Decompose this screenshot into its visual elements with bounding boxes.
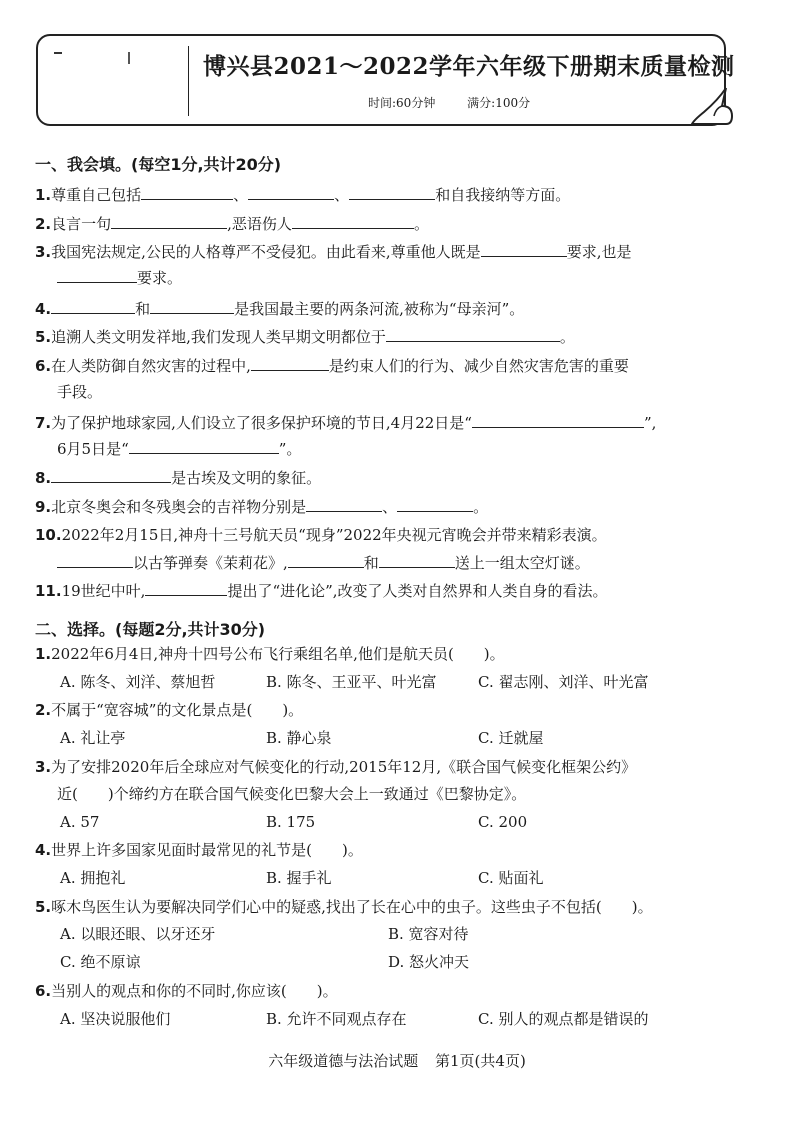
option-c[interactable]: C. 绝不原谅 bbox=[60, 953, 141, 971]
answer-blank[interactable] bbox=[472, 412, 644, 428]
section-heading: 一、我会填。(每空1分,共计20分) bbox=[35, 155, 282, 174]
section-heading: 二、选择。(每题2分,共计30分) bbox=[35, 620, 266, 639]
answer-blank[interactable] bbox=[51, 467, 171, 483]
answer-blank[interactable] bbox=[292, 213, 414, 229]
answer-blank[interactable] bbox=[386, 326, 560, 342]
header-box bbox=[36, 34, 735, 126]
question-1-7-cont: 6月5日是“ ”。 bbox=[57, 440, 302, 458]
option-b[interactable]: B. 静心泉 bbox=[266, 729, 332, 747]
answer-blank[interactable] bbox=[51, 298, 135, 314]
question-1-8: 8. 是古埃及文明的象征。 bbox=[35, 469, 322, 487]
question-1-11: 11.19世纪中叶, 提出了“进化论”,改变了人类对自然界和人类自身的看法。 bbox=[35, 582, 608, 600]
question-2-3-cont: 近( )个缔约方在联合国气候变化巴黎大会上一致通过《巴黎协定》。 bbox=[57, 785, 527, 803]
exam-meta bbox=[368, 94, 558, 111]
option-d[interactable]: D. 怒火冲天 bbox=[388, 953, 470, 971]
answer-blank[interactable] bbox=[306, 496, 382, 512]
answer-blank[interactable] bbox=[111, 213, 227, 229]
page-curl-icon bbox=[690, 86, 734, 126]
option-b[interactable]: B. 宽容对待 bbox=[388, 925, 469, 943]
option-a[interactable]: A. 拥抱礼 bbox=[60, 869, 126, 887]
question-number: 1. bbox=[35, 186, 52, 204]
exam-score: 满分:100分 bbox=[467, 96, 531, 110]
question-2-2: 2.不属于“宽容城”的文化景点是( )。 bbox=[35, 701, 304, 719]
option-b[interactable]: B. 175 bbox=[266, 813, 316, 831]
answer-blank[interactable] bbox=[481, 241, 567, 257]
option-c[interactable]: C. 贴面礼 bbox=[478, 869, 544, 887]
scan-mark bbox=[128, 52, 134, 64]
question-1-3-cont: 要求。 bbox=[57, 267, 182, 288]
answer-blank[interactable] bbox=[141, 184, 233, 200]
footer-subject: 六年级道德与法治试题 bbox=[268, 1052, 419, 1070]
answer-blank[interactable] bbox=[349, 184, 435, 200]
option-a[interactable]: A. 以眼还眼、以牙还牙 bbox=[60, 925, 216, 943]
exam-time: 时间:60分钟 bbox=[368, 96, 436, 110]
answer-blank[interactable] bbox=[145, 580, 227, 596]
option-c[interactable]: C. 迁就屋 bbox=[478, 729, 544, 747]
question-1-7: 7.为了保护地球家园,人们设立了很多保护环境的节日,4月22日是“ ”, bbox=[35, 414, 657, 432]
answer-blank[interactable] bbox=[251, 355, 329, 371]
answer-blank[interactable] bbox=[57, 267, 137, 283]
scan-mark bbox=[54, 52, 62, 54]
question-1-10: 10.2022年2月15日,神舟十三号航天员“现身”2022年央视元宵晚会并带来精彩表演。 bbox=[35, 526, 607, 544]
option-a[interactable]: A. 坚决说服他们 bbox=[60, 1010, 171, 1028]
question-1-6-cont: 手段。 bbox=[57, 383, 103, 401]
option-a[interactable]: A. 陈冬、刘洋、蔡旭哲 bbox=[60, 673, 216, 691]
question-1-10-cont: 以古筝弹奏《茉莉花》, 和 送上一组太空灯谜。 bbox=[57, 552, 590, 573]
exam-title: 博兴县2021～2022学年六年级下册期末质量检测 bbox=[203, 53, 735, 80]
answer-blank[interactable] bbox=[379, 552, 455, 568]
option-c[interactable]: C. 200 bbox=[478, 813, 528, 831]
question-2-4: 4.世界上许多国家见面时最常见的礼节是( )。 bbox=[35, 841, 363, 859]
answer-blank[interactable] bbox=[57, 552, 133, 568]
answer-blank[interactable] bbox=[150, 298, 234, 314]
question-1-3: 3.我国宪法规定,公民的人格尊严不受侵犯。由此看来,尊重他人既是 要求,也是 bbox=[35, 243, 632, 261]
option-c[interactable]: C. 别人的观点都是错误的 bbox=[478, 1010, 649, 1028]
question-1-4: 4. 和 是我国最主要的两条河流,被称为“母亲河”。 bbox=[35, 300, 525, 318]
footer-page-number: 第1页(共4页) bbox=[435, 1052, 526, 1070]
answer-blank[interactable] bbox=[397, 496, 473, 512]
option-b[interactable]: B. 陈冬、王亚平、叶光富 bbox=[266, 673, 437, 691]
answer-blank[interactable] bbox=[248, 184, 334, 200]
question-2-1: 1.2022年6月4日,神舟十四号公布飞行乘组名单,他们是航天员( )。 bbox=[35, 645, 505, 663]
option-a[interactable]: A. 57 bbox=[60, 813, 100, 831]
question-1-5: 5.追溯人类文明发祥地,我们发现人类早期文明都位于 。 bbox=[35, 328, 575, 346]
option-c[interactable]: C. 翟志刚、刘洋、叶光富 bbox=[478, 673, 649, 691]
question-2-3: 3.为了安排2020年后全球应对气候变化的行动,2015年12月,《联合国气候变化框架公约》 bbox=[35, 758, 637, 776]
answer-blank[interactable] bbox=[288, 552, 364, 568]
question-2-6: 6.当别人的观点和你的不同时,你应该( )。 bbox=[35, 982, 338, 1000]
option-a[interactable]: A. 礼让亭 bbox=[60, 729, 126, 747]
option-b[interactable]: B. 握手礼 bbox=[266, 869, 332, 887]
page-footer bbox=[0, 1050, 794, 1071]
question-1-6: 6.在人类防御自然灾害的过程中, 是约束人们的行为、减少自然灾害危害的重要 bbox=[35, 357, 629, 375]
option-b[interactable]: B. 允许不同观点存在 bbox=[266, 1010, 407, 1028]
question-1-1: 1.尊重自己包括 、 、 和自我接纳等方面。 bbox=[35, 186, 571, 204]
question-1-2: 2.良言一句 ,恶语伤人 。 bbox=[35, 215, 429, 233]
header-divider bbox=[188, 46, 189, 116]
answer-blank[interactable] bbox=[129, 438, 279, 454]
question-1-9: 9.北京冬奥会和冬残奥会的吉祥物分别是 、 。 bbox=[35, 498, 489, 516]
question-2-5: 5.啄木鸟医生认为要解决同学们心中的疑惑,找出了长在心中的虫子。这些虫子不包括( )。 bbox=[35, 898, 653, 916]
